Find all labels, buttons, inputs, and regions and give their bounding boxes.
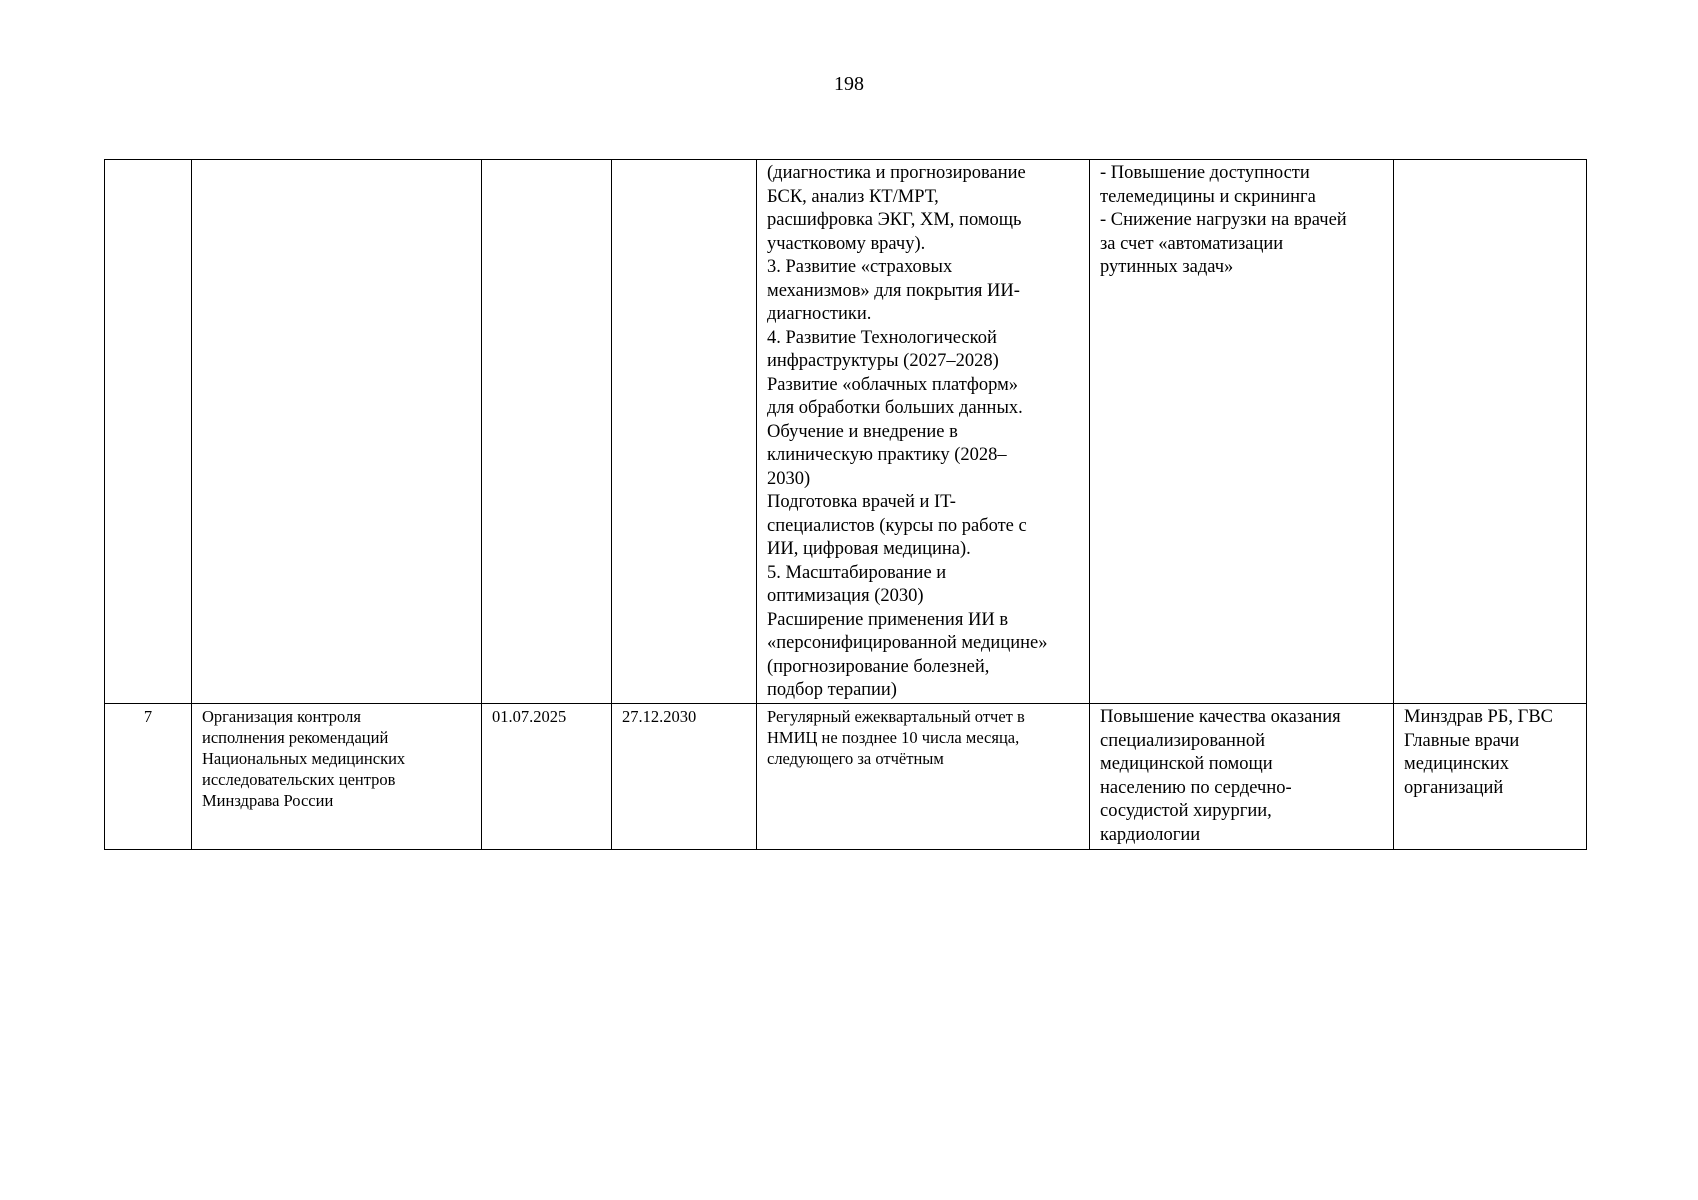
cell-text-line: Главные врачи	[1404, 730, 1520, 751]
cell-text-line: подбор терапии)	[767, 680, 897, 700]
cell-text-line: НМИЦ не позднее 10 числа месяца,	[767, 728, 1020, 747]
cell-text-line: оптимизация (2030)	[767, 586, 924, 606]
cell-text-line: исполнения рекомендаций	[202, 728, 389, 747]
cell-start-date: 01.07.2025	[482, 704, 612, 850]
cell-text-line: диагностики.	[767, 304, 872, 324]
cell-mechanism	[757, 704, 1090, 850]
cell-text-line: Расширение применения ИИ в	[767, 609, 1009, 630]
cell-text-line: Минздрав РБ, ГВС	[1404, 707, 1553, 727]
cell-text-line: 2030)	[767, 468, 811, 489]
cell-text-line: организаций	[1404, 777, 1504, 798]
table-row	[105, 160, 1587, 704]
cell-text-line: рутинных задач»	[1100, 257, 1234, 277]
cell-responsible	[1394, 704, 1587, 850]
cell-text-line: специализированной	[1100, 730, 1265, 751]
cell-text-line: (прогнозирование болезней,	[767, 656, 990, 677]
cell-text-line: - Снижение нагрузки на врачей	[1100, 210, 1347, 230]
cell-text-line: «персонифицированной медицине»	[767, 633, 1048, 653]
cell-responsible	[1394, 160, 1587, 704]
cell-text-line: сосудистой хирургии,	[1100, 801, 1272, 821]
cell-text-line: (диагностика и прогнозирование	[767, 163, 1026, 183]
cell-text-line: медицинской помощи	[1100, 754, 1273, 774]
cell-text-line: 4. Развитие Технологической	[767, 327, 997, 348]
cell-measure	[192, 160, 482, 704]
cell-text-line: механизмов» для покрытия ИИ-	[767, 280, 1020, 301]
cell-text-line: Организация контроля	[202, 707, 361, 726]
cell-text-line: исследовательских центров	[202, 770, 396, 789]
cell-expected-result	[1090, 704, 1394, 850]
cell-start-date	[482, 160, 612, 704]
cell-text-line: клиническую практику (2028–	[767, 445, 1007, 465]
cell-text-line: медицинских	[1404, 754, 1510, 774]
cell-number	[105, 160, 192, 704]
plan-table	[104, 159, 1587, 850]
cell-text-line: Регулярный ежеквартальный отчет в	[767, 707, 1025, 726]
cell-text-line: Подготовка врачей и IT-	[767, 492, 956, 512]
cell-text-line: следующего за отчётным	[767, 749, 944, 768]
cell-text-line: кардиологии	[1100, 824, 1201, 845]
cell-text-line: населению по сердечно-	[1100, 777, 1292, 798]
cell-text-line: 3. Развитие «страховых	[767, 257, 953, 277]
cell-text-line: БСК, анализ КТ/МРТ,	[767, 186, 939, 207]
cell-text-line: для обработки больших данных.	[767, 398, 1023, 418]
cell-mechanism	[757, 160, 1090, 704]
cell-text-line: Национальных медицинских	[202, 749, 406, 768]
cell-text-line: за счет «автоматизации	[1100, 233, 1284, 254]
cell-text-line: Обучение и внедрение в	[767, 421, 958, 442]
cell-end-date	[612, 160, 757, 704]
cell-measure	[192, 704, 482, 850]
cell-text-line: участковому врачу).	[767, 233, 926, 254]
cell-text-line: телемедицины и скрининга	[1100, 186, 1316, 207]
cell-end-date: 27.12.2030	[612, 704, 757, 850]
cell-text-line: ИИ, цифровая медицина).	[767, 539, 971, 559]
table-row	[105, 704, 1587, 850]
cell-text-line: 5. Масштабирование и	[767, 562, 947, 583]
cell-expected-result	[1090, 160, 1394, 704]
cell-text-line: инфраструктуры (2027–2028)	[767, 351, 999, 371]
cell-text-line: Развитие «облачных платформ»	[767, 374, 1019, 395]
cell-text-line: Повышение качества оказания	[1100, 707, 1341, 727]
cell-text-line: Минздрава России	[202, 791, 334, 810]
page-number: 198	[834, 73, 864, 95]
cell-number: 7	[105, 704, 192, 850]
cell-text-line: расшифровка ЭКГ, ХМ, помощь	[767, 210, 1022, 230]
cell-text-line: специалистов (курсы по работе с	[767, 515, 1027, 536]
cell-text-line: - Повышение доступности	[1100, 163, 1310, 183]
